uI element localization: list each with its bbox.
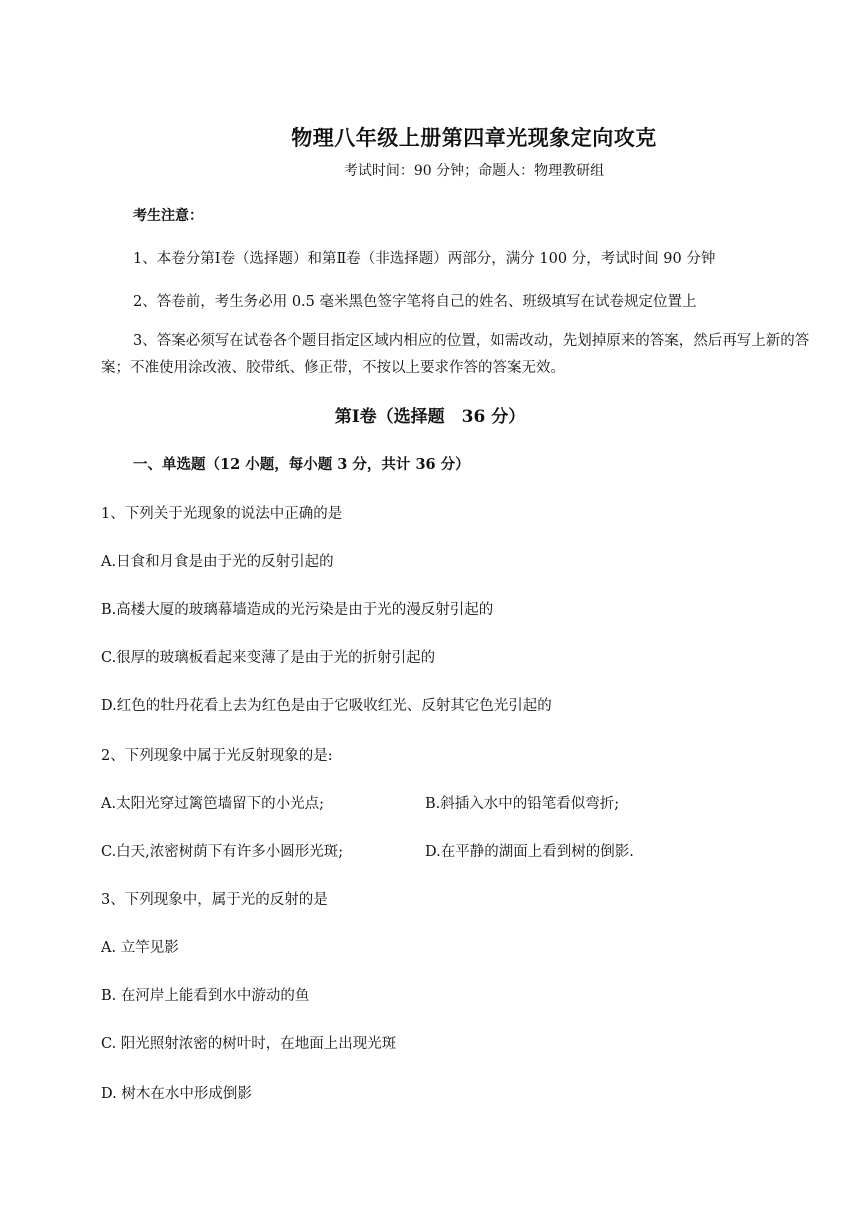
question-option: A.太阳光穿过篱笆墙留下的小光点;: [101, 796, 324, 812]
page-title: 物理八年级上册第四章光现象定向攻克: [291, 125, 657, 150]
question-option: D.红色的牡丹花看上去为红色是由于它吸收红光、反射其它色光引起的: [101, 698, 552, 714]
notice-heading: 考生注意：: [133, 208, 203, 224]
notice-item: 2、答卷前，考生务必用 0.5 毫米黑色签字笔将自己的姓名、班级填写在试卷规定位置上: [133, 294, 697, 310]
question-option: A. 立竿见影: [101, 940, 179, 956]
question-option: C.白天,浓密树荫下有许多小圆形光斑;: [101, 844, 344, 860]
question-stem: 3、下列现象中，属于光的反射的是: [101, 892, 328, 908]
question-option: D. 树木在水中形成倒影: [101, 1086, 252, 1102]
question-option: A.日食和月食是由于光的反射引起的: [101, 554, 334, 570]
question-option: D.在平静的湖面上看到树的倒影.: [425, 844, 634, 860]
section-title: 第Ⅰ卷（选择题 36 分）: [334, 407, 526, 427]
question-option: B.高楼大厦的玻璃幕墙造成的光污染是由于光的漫反射引起的: [101, 602, 494, 618]
question-option: B. 在河岸上能看到水中游动的鱼: [101, 988, 310, 1004]
question-stem: 2、下列现象中属于光反射现象的是:: [101, 748, 333, 764]
notice-item: 1、本卷分第Ⅰ卷（选择题）和第Ⅱ卷（非选择题）两部分，满分 100 分，考试时间 90 分钟: [133, 251, 716, 267]
part-heading: 一、单选题（12 小题，每小题 3 分，共计 36 分）: [133, 456, 470, 473]
question-option: C.很厚的玻璃板看起来变薄了是由于光的折射引起的: [101, 650, 436, 666]
question-option: B.斜插入水中的铅笔看似弯折;: [425, 796, 620, 812]
question-stem: 1、下列关于光现象的说法中正确的是: [101, 506, 343, 522]
notice-item: 3、答案必须写在试卷各个题目指定区域内相应的位置，如需改动，先划掉原来的答案，然后再写上新的答案；不准使用涂改液、胶带纸、修正带，不按以上要求作答的答案无效。: [101, 333, 810, 376]
page-subtitle: 考试时间：90 分钟；命题人：物理教研组: [343, 163, 605, 179]
question-option: C. 阳光照射浓密的树叶时，在地面上出现光斑: [101, 1036, 397, 1052]
